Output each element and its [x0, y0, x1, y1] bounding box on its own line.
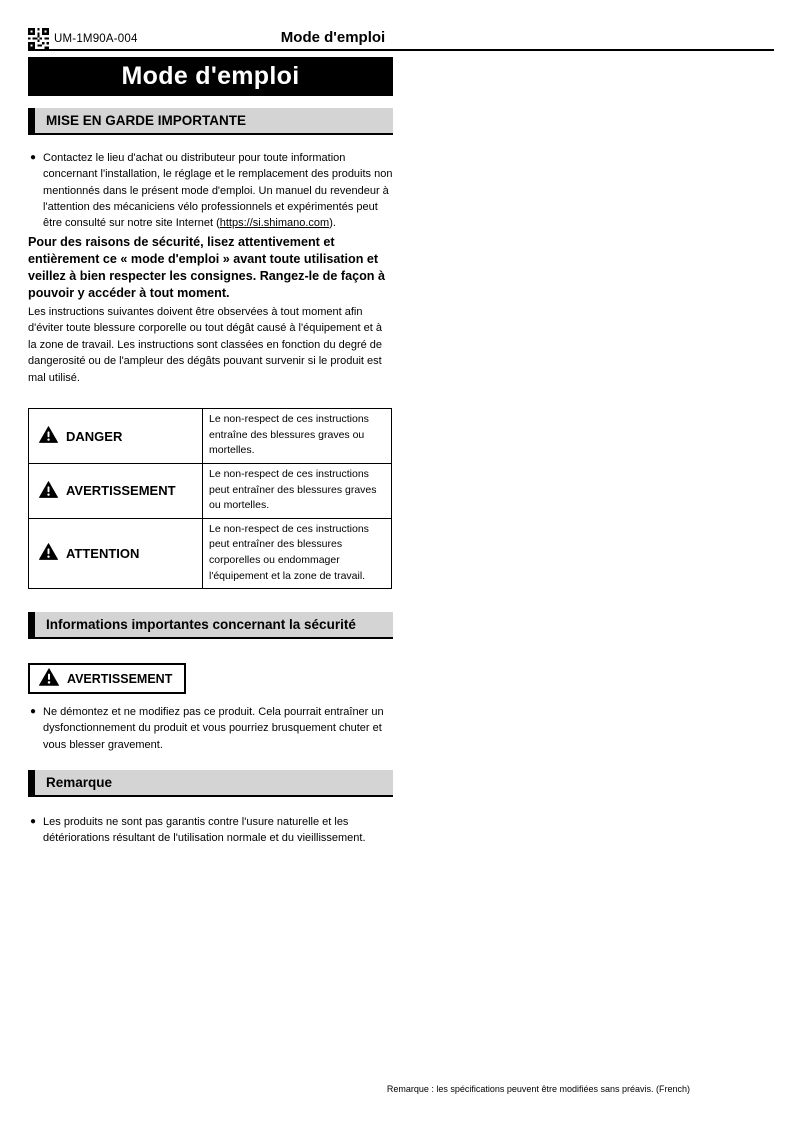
- section-header-safety-info: Informations importantes concernant la sécurité: [28, 612, 393, 639]
- section-header-important-notice: MISE EN GARDE IMPORTANTE: [28, 108, 393, 135]
- document-header: [28, 28, 774, 50]
- shimano-site-link[interactable]: https://si.shimano.com: [219, 217, 330, 230]
- hazard-level-table: [28, 408, 392, 589]
- footer-disclaimer: Remarque : les spécifications peuvent être modifiées sans préavis. (French): [386, 1084, 690, 1094]
- safety-bullet-text: Ne démontez et ne modifiez pas ce produit. Cela pourrait entraîner un dysfonctionnement du produit et vous pourriez brusquement chuter et vous blesser gravement.: [43, 706, 384, 751]
- table-row: [29, 409, 392, 464]
- bullet-marker: ●: [30, 152, 37, 163]
- note-bullet-text: Les produits ne sont pas garantis contre l'usure naturelle et les détériorations résultant de l'utilisation normale et du vieillissement.: [43, 816, 366, 845]
- table-row: [29, 463, 392, 518]
- warning-triangle-icon: [39, 668, 59, 689]
- hazard-text-avertissement: Le non-respect de ces instructions peut entraîner des blessures graves ou mortelles.: [203, 463, 392, 518]
- note-bullet: [28, 814, 393, 847]
- document-id: UM-1M90A-004: [54, 32, 138, 45]
- content-column: [28, 57, 393, 847]
- warning-triangle-icon: [39, 481, 58, 501]
- bullet-marker: ●: [30, 816, 37, 827]
- important-notice-bullet-text: [43, 150, 393, 231]
- hazard-label-avertissement: AVERTISSEMENT: [66, 483, 176, 499]
- safety-bullet: [28, 704, 393, 753]
- header-divider: [28, 49, 774, 51]
- bullet-text-post: ).: [329, 217, 336, 230]
- page-header-title: Mode d'emploi: [280, 29, 386, 46]
- avertissement-callout: [28, 663, 186, 694]
- document-title-banner: Mode d'emploi: [28, 57, 393, 96]
- instructions-paragraph: Les instructions suivantes doivent être observées à tout moment afin d'éviter toute blessure corporelle ou tout dégât causé à l'équipement et à la zone de travail. Les instructions sont classées en fonction du degré de dangerosité ou de l'ampleur des dégâts pouvant survenir si le produit est mal utilisé.: [28, 305, 383, 384]
- safety-bold-paragraph: Pour des raisons de sécurité, lisez attentivement et entièrement ce « mode d'emploi » avant toute utilisation et veillez à bien respecter les consignes. Rangez-le de façon à pouvoir y accéder à tout moment.: [28, 235, 385, 300]
- hazard-text-attention: Le non-respect de ces instructions peut entraîner des blessures corporelles ou endommager l'équipement et la zone de travail.: [203, 518, 392, 588]
- bullet-marker: ●: [30, 706, 37, 718]
- warning-triangle-icon: [39, 543, 58, 563]
- section-header-remarque: Remarque: [28, 770, 393, 797]
- bullet-text-pre: Contactez le lieu d'achat ou distributeur pour toute information concernant l'installation, le réglage et le remplacement des produits non mentionnés dans le présent mode d'emploi. Un manuel du revendeur à l'attention des mécaniciens vélo professionnels et expérimentés peut être consulté sur notre site Internet (: [43, 152, 393, 230]
- important-notice-bullet: [28, 150, 393, 231]
- avertissement-callout-label: AVERTISSEMENT: [67, 671, 173, 686]
- hazard-text-danger: Le non-respect de ces instructions entraîne des blessures graves ou mortelles.: [203, 409, 392, 464]
- warning-triangle-icon: [39, 426, 58, 446]
- table-row: [29, 518, 392, 588]
- hazard-label-danger: DANGER: [66, 428, 123, 444]
- hazard-label-attention: ATTENTION: [66, 545, 140, 561]
